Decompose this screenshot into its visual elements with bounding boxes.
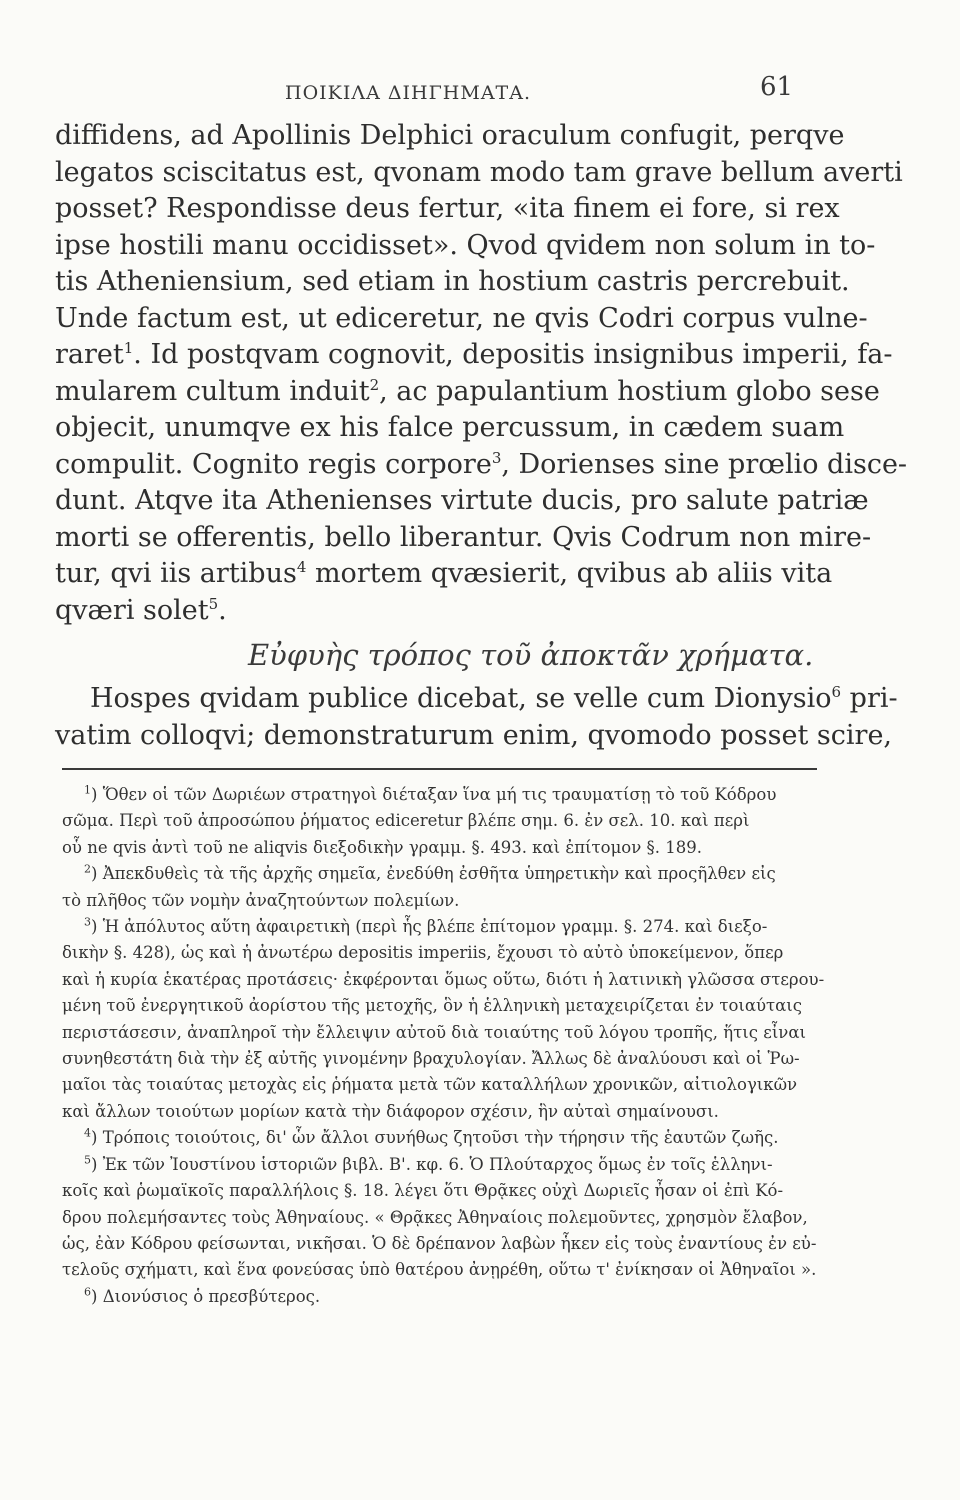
footnote-divider — [62, 768, 817, 770]
footnote-line: περιστάσεσιν, ἀναπληροῖ τὴν ἔλλειψιν αὐτοῦ διὰ τοιαύτης τοῦ λόγου τροπῆς, ἥτις εἶναι — [62, 1022, 806, 1042]
text-line: Unde factum est, ut ediceretur, ne qvis Codri corpus vulne- — [55, 302, 868, 334]
text-line: diffidens, ad Apollinis Delphici oraculum confugit, perqve — [55, 120, 845, 151]
section-heading: Εὐφυὴς τρόπος τοῦ ἀποκτᾶν χρήματα. — [248, 638, 814, 672]
footnote-ref: 4 — [296, 558, 307, 576]
text-line — [55, 337, 893, 374]
footnote-ref: 1 — [123, 339, 134, 357]
footnote-line: μένη τοῦ ἐνεργητικοῦ ἀορίστου τῆς μετοχῆς, ὃν ἡ ἑλληνικὴ μεταχειρίζεται ἐν τοιαύταις — [62, 996, 803, 1016]
section-paragraph — [55, 680, 898, 754]
text-line — [55, 593, 815, 630]
text-fragment: pri- — [841, 683, 898, 714]
text-line: legatos sciscitatus est, qvonam modo tam grave bellum averti — [55, 156, 903, 188]
footnote-line: κοῖς καὶ ῥωμαϊκοῖς παραλλήλοις §. 18. λέγει ὅτι Θρᾷκες οὐχὶ Δωριεῖς ἦσαν οἱ ἐπὶ Κό- — [62, 1181, 784, 1201]
footnote-line: ὡς, ἐὰν Κόδρου φείσωνται, νικῆσαι. Ὁ δὲ δρέπανον λαβὼν ἧκεν εἰς τοὺς ἐναντίους ἐν εὐ- — [62, 1233, 817, 1253]
text-line: tis Atheniensium, sed etiam in hostium castris percrebuit. — [55, 266, 850, 297]
footnote-line: $^2$) Ἀπεκδυθεὶς τὰ τῆς ἀρχῆς σημεῖα, ἐνεδύθη ἐσθῆτα ὑπηρετικὴν καὶ προςῆλθεν εἰς — [84, 862, 776, 884]
footnote-line: καὶ ἡ κυρία ἑκατέρας προτάσεις· ἐκφέρονται ὅμως οὕτω, διότι ἡ λατινικὴ γλῶσσα στερου- — [62, 969, 825, 989]
page-number: 61 — [760, 72, 794, 102]
running-title: ΠΟΙΚΙΛΑ ΔΙΗΓΗΜΑΤΑ. — [285, 82, 531, 104]
footnote-ref: 2 — [369, 375, 380, 394]
footnote-line: συνηθεστάτη διὰ τὴν ἐξ αὐτῆς γινομένην βραχυλογίαν. Ἄλλως δὲ ἀναλύουσι καὶ οἱ Ῥω- — [62, 1049, 800, 1069]
text-line: vatim colloqvi; demonstraturum enim, qvomodo posset scire, — [55, 720, 892, 751]
text-line: ipse hostili manu occidisset». Qvod qvidem non solum in to- — [55, 229, 876, 261]
footnote-ref: 5 — [208, 594, 219, 613]
text-line — [55, 447, 908, 484]
footnote-line: οὗ ne qvis ἀντὶ τοῦ ne aliqvis διεξοδικὴν γραμμ. §. 493. καὶ ἐπίτομον §. 189. — [62, 837, 702, 857]
text-line: morti se offerentis, bello liberantur. Qvis Codrum non mire- — [55, 521, 872, 553]
text-fragment: . — [218, 594, 227, 626]
footnote-line: σῶμα. Περὶ τοῦ ἀπροσώπου ῥήματος ediceretur βλέπε σημ. 6. ἐν σελ. 10. καὶ περὶ — [62, 811, 750, 831]
footnote-line: $^4$) Τρόποις τοιούτοις, δι' ὧν ἄλλοι συνήθως ζητοῦσι τὴν τήρησιν τῆς ἑαυτῶν ζωῆς. — [84, 1126, 779, 1148]
footnote-number: 5 — [84, 1153, 91, 1167]
text-fragment: mularem cultum induit — [55, 375, 370, 407]
text-fragment: raret — [55, 339, 124, 370]
footnote-text: Ἀπεκδυθεὶς τὰ τῆς ἀρχῆς σημεῖα, ἐνεδύθη ἐσθῆτα ὑπηρετικὴν καὶ προςῆλθεν εἰς — [102, 864, 776, 884]
text-fragment: tur, qvi iis artibus — [55, 558, 297, 589]
footnote-ref: 6 — [831, 683, 842, 701]
footnote-ref: 3 — [491, 448, 502, 467]
footnote-number: 1 — [84, 783, 91, 797]
footnote-line: δικὴν §. 428), ὡς καὶ ἡ ἀνωτέρω depositis imperiis, ἔχουσι τὸ αὐτὸ ὑποκείμενον, ὅπερ — [62, 943, 784, 963]
footnote-line: τελοῦς σχήματι, καὶ ἕνα φονεύσας ὑπὸ θατέρου ἀνῃρέθη, οὕτω τ' ἐνίκησαν οἱ Ἀθηναῖοι ». — [62, 1260, 817, 1280]
footnote-line: $^6$) Διονύσιος ὁ πρεσβύτερος. — [84, 1285, 321, 1306]
footnote-text: Ὅθεν οἱ τῶν Δωριέων στρατηγοὶ διέταξαν ἵνα μή τις τραυματίσῃ τὸ τοῦ Κόδρου — [102, 785, 777, 804]
footnote-line: καὶ ἄλλων τοιούτων μορίων κατὰ τὴν διάφορον σχέσιν, ἣν αὐταὶ σημαίνουσι. — [62, 1101, 719, 1121]
footnote-text: Ἡ ἀπόλυτος αὕτη ἀφαιρετικὴ (περὶ ἧς βλέπε ἐπίτομον γραμμ. §. 274. καὶ διεξο- — [102, 917, 768, 937]
footnotes — [62, 782, 825, 1310]
footnote-text: Τρόποις τοιούτοις, δι' ὧν ἄλλοι συνήθως ζητοῦσι τὴν τήρησιν τῆς ἑαυτῶν ζωῆς. — [102, 1128, 779, 1148]
text-fragment: qværi solet — [55, 594, 209, 626]
footnote-line: τὸ πλῆθος τῶν νομὴν ἀναζητούντων πολεμίων. — [62, 890, 460, 910]
footnote-text: Διονύσιος ὁ πρεσβύτερος. — [102, 1286, 321, 1306]
footnote-text: Ἐκ τῶν Ἰουστίνου ἱστοριῶν βιβλ. Β'. κφ. 6. Ὁ Πλούταρχος ὅμως ἐν τοῖς ἑλληνι- — [102, 1154, 773, 1174]
footnote-number: 3 — [84, 915, 91, 929]
main-paragraph — [55, 118, 908, 629]
text-fragment: , Dorienses sine prœlio disce- — [501, 448, 908, 480]
text-line — [55, 556, 833, 593]
footnote-number: 4 — [84, 1126, 91, 1140]
text-fragment: Hospes qvidam publice dicebat, se velle cum Dionysio — [90, 683, 832, 714]
text-line: dunt. Atqve ita Athenienses virtute ducis, pro salute patriæ — [55, 485, 869, 516]
text-fragment: , ac papulantium hostium globo sese — [379, 375, 880, 407]
text-line — [55, 374, 880, 411]
text-fragment: . Id postqvam cognovit, depositis insignibus imperii, fa- — [133, 339, 893, 370]
footnote-line: δρου πολεμήσαντες τοὺς Ἀθηναίους. « Θρᾷκες Ἀθηναίοις πολεμοῦντες, χρησμὸν ἔλαβον, — [62, 1207, 808, 1227]
text-line: posset? Respondisse deus fertur, «ita finem ei fore, si rex — [55, 193, 840, 224]
footnote-line: μαῖοι τὰς τοιαύτας μετοχὰς εἰς ῥήματα μετὰ τῶν καταλλήλων χρονικῶν, αἰτιολογικῶν — [62, 1075, 798, 1095]
text-line — [90, 680, 898, 717]
footnote-line: $^1$) Ὅθεν οἱ τῶν Δωριέων στρατηγοὶ διέταξαν ἵνα μή τις τραυματίσῃ τὸ τοῦ Κόδρου — [84, 783, 777, 804]
text-line: objecit, unumqve ex his falce percussum, in cædem suam — [55, 412, 845, 443]
footnote-line: $^3$) Ἡ ἀπόλυτος αὕτη ἀφαιρετικὴ (περὶ ἧς βλέπε ἐπίτομον γραμμ. §. 274. καὶ διεξο- — [84, 915, 768, 937]
footnote-line: $^5$) Ἐκ τῶν Ἰουστίνου ἱστοριῶν βιβλ. Β'. κφ. 6. Ὁ Πλούταρχος ὅμως ἐν τοῖς ἑλληνι- — [84, 1153, 773, 1174]
text-fragment: compulit. Cognito regis corpore — [55, 448, 492, 480]
footnote-number: 2 — [84, 862, 91, 876]
text-fragment: mortem qvæsierit, qvibus ab aliis vita — [306, 558, 833, 589]
footnote-number: 6 — [84, 1285, 91, 1299]
